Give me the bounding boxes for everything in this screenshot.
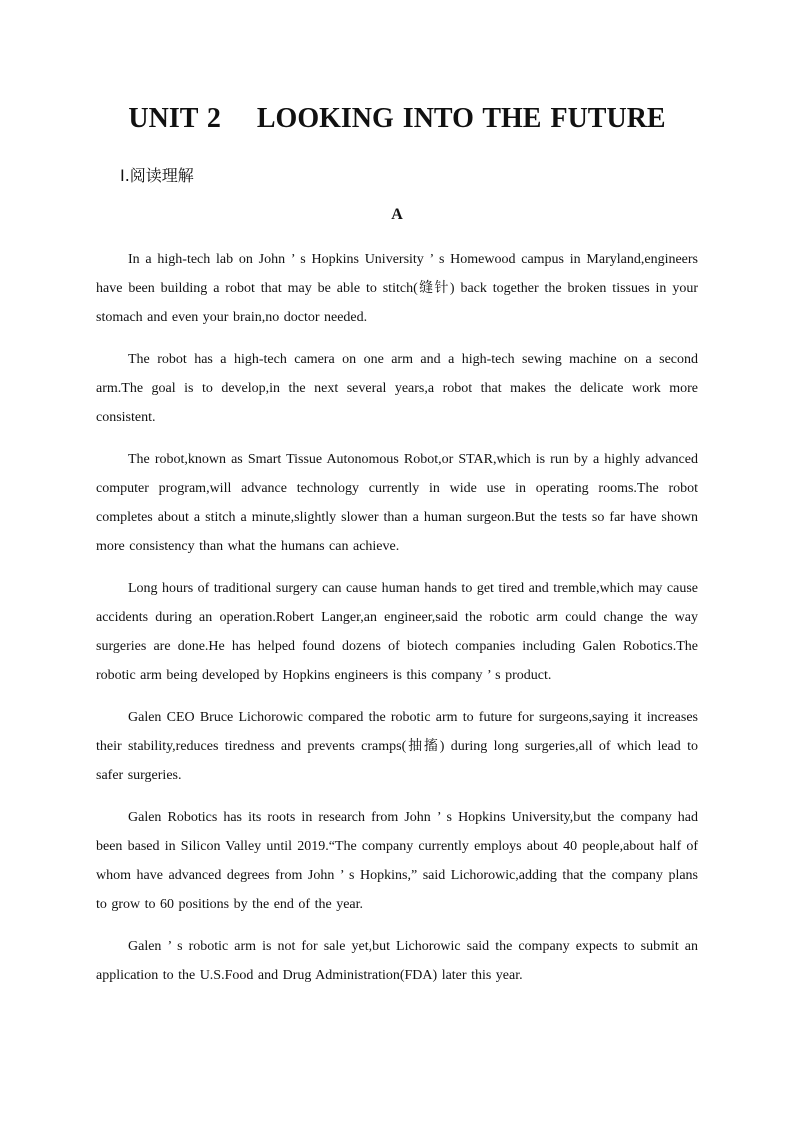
passage-label: A: [391, 206, 403, 223]
paragraph-2: The robot has a high-tech camera on one arm and a high-tech sewing machine on a second arm.The goal is to develop,in the next several years,a robot that makes the delicate work more consistent.: [96, 352, 698, 425]
paragraph-3: The robot,known as Smart Tissue Autonomous Robot,or STAR,which is run by a highly advanced computer program,will advance technology currently in wide use in operating rooms.The robot completes about a stitch a minute,slightly slower than a human surgeon.But the tests so far have shown more consistency than what the humans can achieve.: [96, 452, 698, 554]
passage-body: [96, 245, 698, 1003]
unit-title: UNIT 2 LOOKING INTO THE FUTURE: [128, 103, 666, 134]
paragraph-1: In a high-tech lab on John ’ s Hopkins University ’ s Homewood campus in Maryland,engineers have been building a robot that may be able to stitch(缝针) back together the broken tissues in your stomach and even your brain,no doctor needed.: [96, 252, 698, 325]
paragraph-4: Long hours of traditional surgery can cause human hands to get tired and tremble,which may cause accidents during an operation.Robert Langer,an engineer,said the robotic arm could change the way surgeries are done.He has helped found dozens of biotech companies including Galen Robotics.The robotic arm being developed by Hopkins engineers is this company ’ s product.: [96, 581, 698, 683]
paragraph-6: Galen Robotics has its roots in research from John ’ s Hopkins University,but the company had been based in Silicon Valley until 2019.“The company currently employs about 40 people,about half of whom have advanced degrees from John ’ s Hopkins,” said Lichorowic,adding that the company plans to grow to 60 positions by the end of the year.: [96, 810, 698, 912]
paragraph-5: Galen CEO Bruce Lichorowic compared the robotic arm to future for surgeons,saying it increases their stability,reduces tiredness and prevents cramps(抽搐) during long surgeries,all of which lead to safer surgeries.: [96, 710, 698, 783]
paragraph-7: Galen ’ s robotic arm is not for sale yet,but Lichorowic said the company expects to submit an application to the U.S.Food and Drug Administration(FDA) later this year.: [96, 939, 698, 983]
section-heading: Ⅰ.阅读理解: [120, 166, 194, 185]
